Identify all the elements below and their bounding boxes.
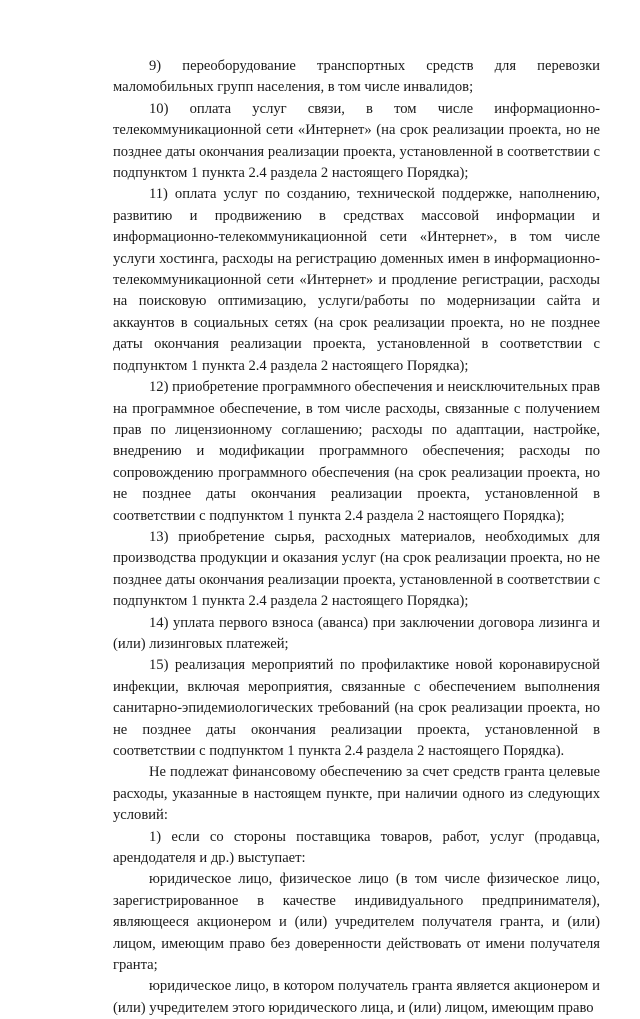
paragraph-item-9: 9) переоборудование транспортных средств для перевозки маломобильных групп населения, в том числе инвалидов; xyxy=(113,58,600,96)
paragraph-condition-1-entity-b: юридическое лицо, в котором получатель гранта является акционером и (или) учредителем этого юридического лица, и (или) лицом, имеющим право xyxy=(113,978,600,1016)
paragraph-condition-1-entity-a: юридическое лицо, физическое лицо (в том числе физическое лицо, зарегистрированное в качестве индивидуального предпринимателя), являющееся акционером и (или) учредителем получателя гранта, и (или) лицом, имеющим право без доверенности действовать от имени получателя гранта; xyxy=(113,871,600,974)
paragraph-item-14: 14) уплата первого взноса (аванса) при заключении договора лизинга и (или) лизинговых платежей; xyxy=(113,614,600,652)
paragraph-item-13: 13) приобретение сырья, расходных материалов, необходимых для производства продукции и оказания услуг (на срок реализации проекта, но не позднее даты окончания реализации проекта, установленной в соответствии с подпунктом 1 пункта 2.4 раздела 2 настоящего Порядка); xyxy=(113,528,600,610)
paragraph-exclusions-intro: Не подлежат финансовому обеспечению за счет средств гранта целевые расходы, указанные в настоящем пункте, при наличии одного из следующих условий: xyxy=(113,764,600,824)
paragraph-item-10: 10) оплата услуг связи, в том числе информационно-телекоммуникационной сети «Интернет» (на срок реализации проекта, но не позднее даты окончания реализации проекта, установленной в соответствии с подпунктом 1 пункта 2.4 раздела 2 настоящего Порядка); xyxy=(113,100,600,182)
paragraph-item-12: 12) приобретение программного обеспечения и неисключительных прав на программное обеспечение, в том числе расходы, связанные с получением прав по лицензионному соглашению; расходы по адаптации, настройке, внедрению и модификации программного обеспечения; расходы по сопровождению программного обеспечения (на срок реализации проекта, но не позднее даты окончания реализации проекта, установленной в соответствии с подпунктом 1 пункта 2.4 раздела 2 настоящего Порядка); xyxy=(113,379,600,524)
paragraph-item-11: 11) оплата услуг по созданию, технической поддержке, наполнению, развитию и продвижению в средствах массовой информации и информационно-телекоммуникационной сети «Интернет», в том числе услуги хостинга, расходы на регистрацию доменных имен в информационно-телекоммуникационной сети «Интернет» и продление регистрации, расходы на поисковую оптимизацию, услуги/работы по модернизации сайта и аккаунтов в социальных сетях (на срок реализации проекта, но не позднее даты окончания реализации проекта, установленной в соответствии с подпунктом 1 пункта 2.4 раздела 2 настоящего Порядка); xyxy=(113,186,600,374)
paragraph-item-15: 15) реализация мероприятий по профилактике новой коронавирусной инфекции, включая мероприятия, связанные с обеспечением выполнения санитарно-эпидемиологических требований (на срок реализации проекта, но не позднее даты окончания реализации проекта, установленной в соответствии с подпунктом 1 пункта 2.4 раздела 2 настоящего Порядка). xyxy=(113,657,600,759)
paragraph-condition-1: 1) если со стороны поставщика товаров, работ, услуг (продавца, арендодателя и др.) выступает: xyxy=(113,828,600,867)
